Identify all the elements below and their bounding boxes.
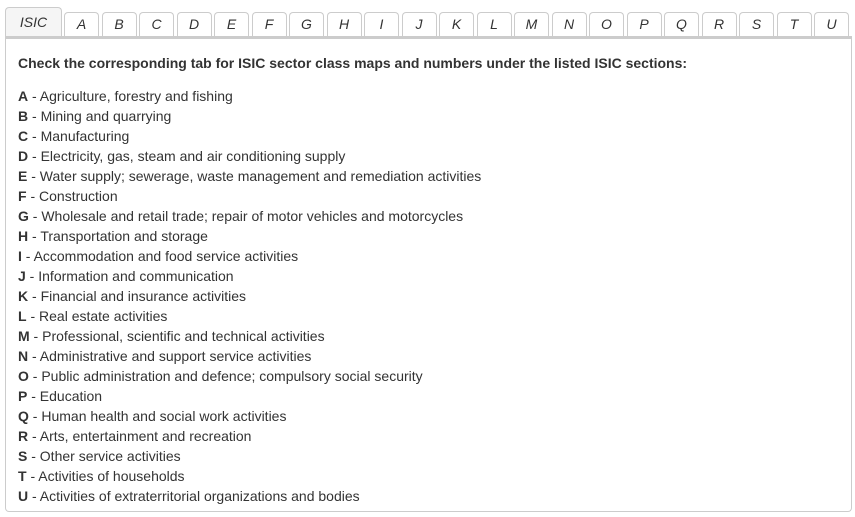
isic-section-list [18, 86, 839, 506]
section-name: Public administration and defence; compulsory social security [41, 368, 423, 384]
section-name: Wholesale and retail trade; repair of motor vehicles and motorcycles [41, 208, 464, 224]
section-item-e [18, 166, 839, 186]
section-separator: - [28, 348, 40, 364]
section-item-k [18, 286, 839, 306]
section-name: Real estate activities [39, 308, 168, 324]
section-code: J [18, 268, 26, 284]
tab-t[interactable]: T [777, 12, 812, 36]
section-separator: - [26, 468, 39, 484]
section-separator: - [26, 308, 40, 324]
section-code: D [18, 148, 29, 164]
section-item-d [18, 146, 839, 166]
section-item-h [18, 226, 839, 246]
section-name: Agriculture, forestry and fishing [39, 88, 233, 104]
section-code: M [18, 328, 30, 344]
section-code: B [18, 108, 29, 124]
section-name: Professional, scientific and technical activities [42, 328, 325, 344]
section-code: A [18, 88, 29, 104]
section-item-i [18, 246, 839, 266]
section-item-u [18, 486, 839, 506]
tab-isic[interactable]: ISIC [5, 7, 62, 36]
section-separator: - [28, 408, 42, 424]
section-code: O [18, 368, 29, 384]
section-separator: - [28, 148, 41, 164]
section-name: Accommodation and food service activities [33, 248, 299, 264]
section-name: Manufacturing [40, 128, 130, 144]
tab-o[interactable]: O [589, 12, 624, 36]
section-item-j [18, 266, 839, 286]
tab-strip [5, 7, 852, 39]
section-item-p [18, 386, 839, 406]
section-separator: - [27, 388, 40, 404]
tab-b[interactable]: B [102, 12, 137, 36]
tab-r[interactable]: R [702, 12, 737, 36]
tab-m[interactable]: M [514, 12, 549, 36]
section-code: Q [18, 408, 29, 424]
section-name: Information and communication [38, 268, 234, 284]
tab-c[interactable]: C [139, 12, 174, 36]
section-name: Construction [39, 188, 118, 204]
section-item-c [18, 126, 839, 146]
section-code: C [18, 128, 29, 144]
section-name: Arts, entertainment and recreation [39, 428, 252, 444]
tab-s[interactable]: S [739, 12, 774, 36]
section-separator: - [21, 248, 34, 264]
section-code: G [18, 208, 29, 224]
tab-h[interactable]: H [327, 12, 362, 36]
section-separator: - [26, 188, 40, 204]
isic-tabs-widget [5, 7, 852, 512]
tab-d[interactable]: D [177, 12, 212, 36]
tab-n[interactable]: N [552, 12, 587, 36]
tab-k[interactable]: K [439, 12, 474, 36]
section-item-l [18, 306, 839, 326]
section-item-t [18, 466, 839, 486]
section-name: Transportation and storage [40, 228, 208, 244]
section-code: T [18, 468, 27, 484]
section-separator: - [28, 88, 40, 104]
section-name: Electricity, gas, steam and air conditioning supply [40, 148, 346, 164]
section-item-s [18, 446, 839, 466]
section-separator: - [28, 108, 41, 124]
section-name: Other service activities [39, 448, 181, 464]
section-item-n [18, 346, 839, 366]
section-code: H [18, 228, 29, 244]
section-separator: - [27, 448, 40, 464]
section-name: Activities of extraterritorial organizations and bodies [39, 488, 360, 504]
tab-j[interactable]: J [402, 12, 437, 36]
section-separator: - [28, 428, 40, 444]
section-code: E [18, 168, 28, 184]
section-item-o [18, 366, 839, 386]
section-separator: - [28, 368, 42, 384]
section-item-a [18, 86, 839, 106]
section-item-g [18, 206, 839, 226]
section-separator: - [25, 268, 39, 284]
section-name: Mining and quarrying [40, 108, 172, 124]
section-name: Water supply; sewerage, waste management and remediation activities [39, 168, 482, 184]
section-name: Administrative and support service activities [39, 348, 312, 364]
section-code: R [18, 428, 29, 444]
section-code: K [18, 288, 29, 304]
section-name: Human health and social work activities [41, 408, 287, 424]
panel-heading: Check the corresponding tab for ISIC sector class maps and numbers under the listed ISIC sections: [18, 55, 688, 71]
section-name: Financial and insurance activities [40, 288, 247, 304]
tab-l[interactable]: L [477, 12, 512, 36]
tab-u[interactable]: U [814, 12, 849, 36]
section-item-r [18, 426, 839, 446]
tab-i[interactable]: I [364, 12, 399, 36]
section-code: N [18, 348, 29, 364]
section-separator: - [29, 328, 43, 344]
section-name: Education [39, 388, 103, 404]
section-code: P [18, 388, 28, 404]
section-separator: - [28, 288, 41, 304]
tab-p[interactable]: P [627, 12, 662, 36]
section-item-q [18, 406, 839, 426]
section-separator: - [28, 208, 42, 224]
section-code: U [18, 488, 29, 504]
tab-g[interactable]: G [289, 12, 324, 36]
section-item-f [18, 186, 839, 206]
section-code: S [18, 448, 28, 464]
section-separator: - [27, 168, 40, 184]
section-code: F [18, 188, 27, 204]
tab-panel-isic [5, 39, 852, 512]
section-code: L [18, 308, 27, 324]
section-separator: - [28, 488, 40, 504]
tab-q[interactable]: Q [664, 12, 699, 36]
section-item-b [18, 106, 839, 126]
section-name: Activities of households [38, 468, 185, 484]
tab-f[interactable]: F [252, 12, 287, 36]
section-separator: - [28, 228, 41, 244]
section-separator: - [28, 128, 41, 144]
section-code: I [18, 248, 22, 264]
section-item-m [18, 326, 839, 346]
tab-e[interactable]: E [214, 12, 249, 36]
tab-a[interactable]: A [64, 12, 99, 36]
